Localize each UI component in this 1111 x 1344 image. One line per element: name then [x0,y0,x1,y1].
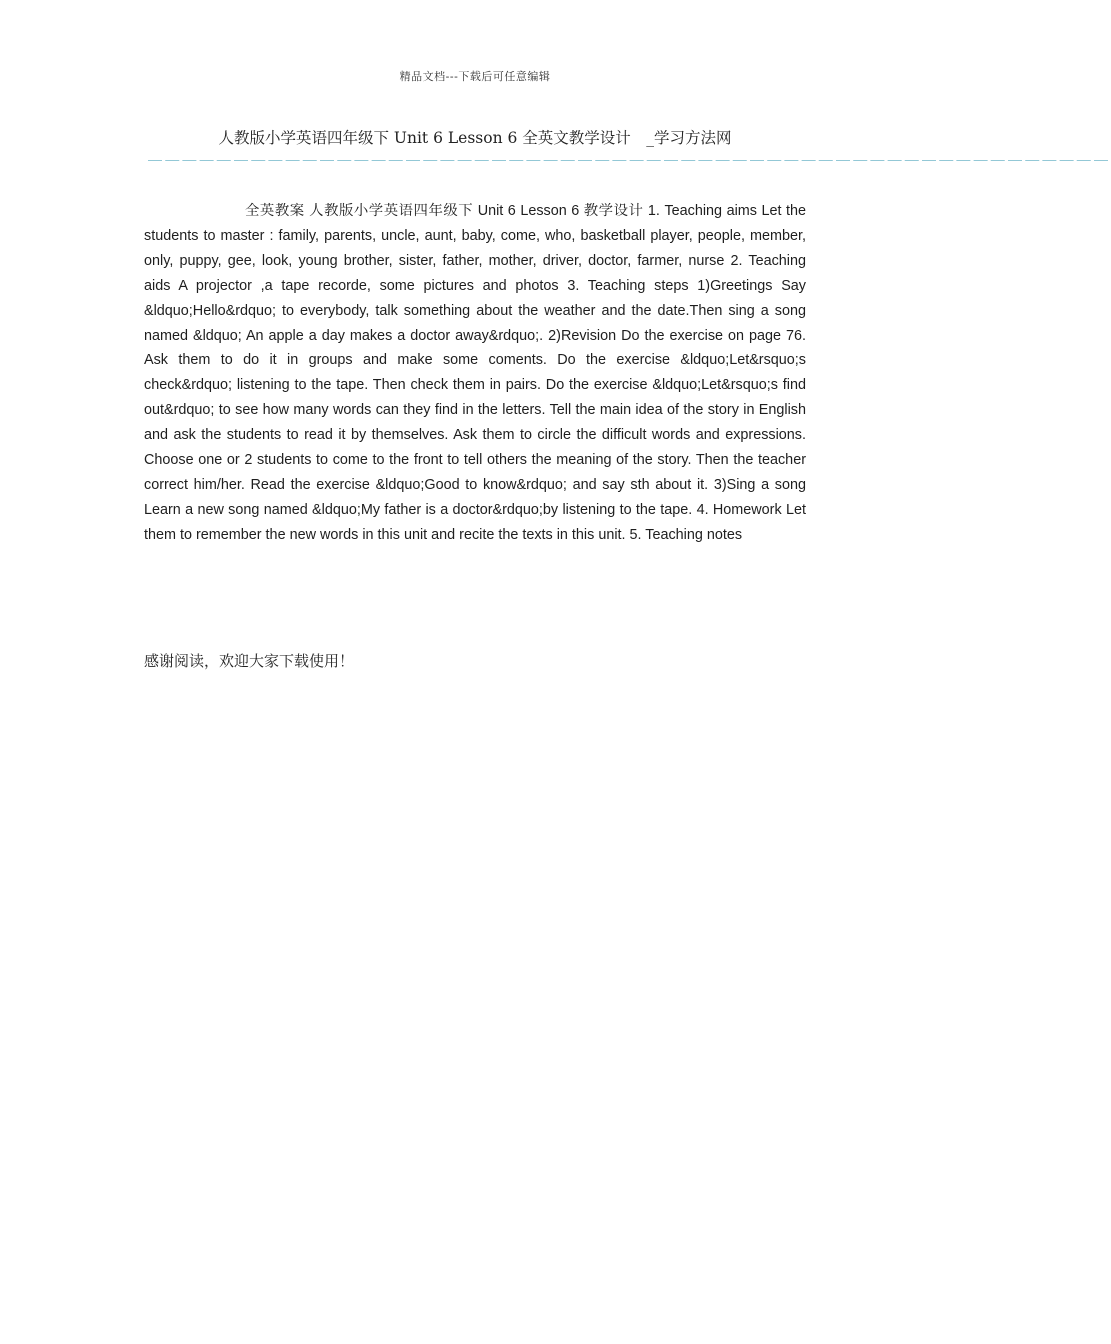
header-note: 精品文档---下载后可任意编辑 [399,70,551,83]
title-divider: ———————————————————————————————————————————————————————— [148,151,1111,167]
article-body: 全英教案 人教版小学英语四年级下 Unit 6 Lesson 6 教学设计 1. Teaching aims Let the students to master : family, parents, uncle, aunt, baby, come, who, basketball player, people, member, only, puppy, gee, look, young brother, sister, father, mother, driver, doctor, farmer, nurse 2. Teaching aids A projector ,a tape recorde, some pictures and photos 3. Teaching steps 1)Greetings Say &ldquo;Hello&rdquo; to everybody, talk something about the weather and the date.Then sing a song named &ldquo; An apple a day makes a doctor away&rdquo;. 2)Revision Do the exercise on page 76. Ask them to do it in groups and make some coments. Do the exercise &ldquo;Let&rsquo;s check&rdquo; listening to the tape. Then check them in pairs. Do the exercise &ldquo;Let&rsquo;s find out&rdquo; to see how many words can they find in the letters. Tell the main idea of the story in English and ask the students to read it by themselves. Ask them to circle the difficult words and expressions. Choose one or 2 students to come to the front to tell others the meaning of the story. Then the teacher correct him/her. Read the exercise &ldquo;Good to know&rdquo; and say sth about it. 3)Sing a song Learn a new song named &ldquo;My father is a doctor&rdquo;by listening to the tape. 4. Homework Let them to remember the new words in this unit and recite the texts in this unit. 5. Teaching notes [144,203,806,543]
thanks-note: 感谢阅读，欢迎大家下载使用！ [144,652,355,670]
document-title: 人教版小学英语四年级下 Unit 6 Lesson 6 全英文教学设计 _学习方法网 [218,129,732,147]
